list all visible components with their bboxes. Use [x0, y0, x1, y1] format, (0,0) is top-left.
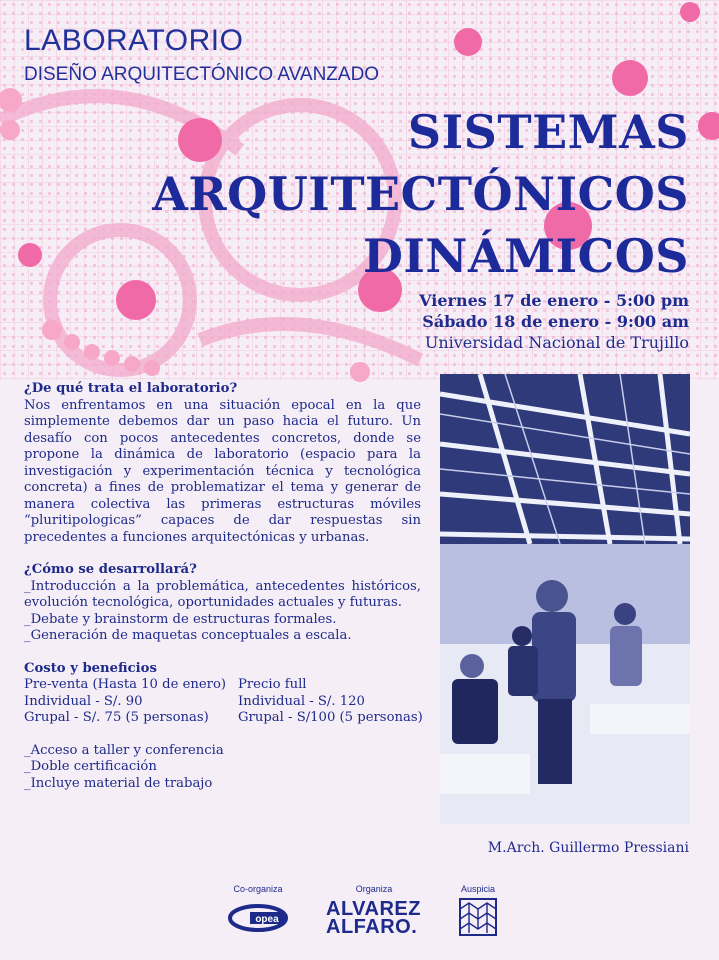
opea-logo-text: opea	[255, 914, 279, 925]
venue: Universidad Nacional de Trujillo	[424, 333, 689, 352]
method-item: _Debate y brainstorm de estructuras formales.	[24, 611, 337, 627]
presale-column	[24, 677, 238, 727]
alvarez-alfaro-logo-line2: ALFARO.	[326, 916, 418, 938]
lab-subtitle: DISEÑO ARQUITECTÓNICO AVANZADO	[24, 64, 380, 85]
full-price-column	[238, 677, 452, 727]
hexagon-grid-logo	[458, 897, 498, 937]
auspicia-block	[456, 884, 500, 937]
full-price-group: Grupal - S/100 (5 personas)	[238, 710, 423, 725]
price-table	[24, 677, 421, 727]
headline-line-3: DINÁMICOS	[363, 229, 689, 283]
auspicia-label: Auspicia	[460, 884, 496, 894]
coorganiza-block	[226, 884, 290, 936]
costs-heading: Costo y beneficios	[24, 660, 157, 676]
benefit-item: _Incluye material de trabajo	[24, 775, 213, 791]
benefit-item: _Acceso a taller y conferencia	[24, 742, 224, 758]
coorganiza-label: Co-organiza	[233, 884, 283, 894]
method-item: _Introducción a la problemática, antecedentes históricos, evolución tecnológica, oportunidades actuales y futuras.	[24, 578, 421, 610]
organiza-label: Organiza	[355, 884, 393, 894]
author-credit: M.Arch. Guillermo Pressiani	[487, 840, 689, 856]
about-heading: ¿De qué trata el laboratorio?	[24, 381, 238, 396]
presale-group: Grupal - S/. 75 (5 personas)	[24, 710, 209, 725]
about-body: Nos enfrentamos en una situación epocal en la que simplemente debemos dar un paso hacia el futuro. Un desafío con pocos antecedentes concretos, donde se propone la dinámica de laboratorio (espacio para la investigación y experimentación técnica y tecnológica concreta) a fines de problematizar el tema y generar de manera colectiva las primeras estructuras móviles “pluritipologicas” capaces de dar respuestas sin precedentes a funciones arquitectónicas y urbanas.	[24, 397, 421, 545]
organiza-block	[326, 884, 422, 936]
full-price-label: Precio full	[238, 677, 307, 692]
presale-label: Pre-venta (Hasta 10 de enero)	[24, 677, 227, 692]
workshop-photo	[440, 374, 690, 824]
date-saturday: Sábado 18 de enero - 9:00 am	[422, 312, 689, 331]
lab-title: LABORATORIO	[24, 24, 244, 57]
alvarez-alfaro-logo-line1: ALVAREZ	[326, 898, 421, 920]
description-column	[24, 381, 421, 792]
headline-line-2: ARQUITECTÓNICOS	[152, 167, 689, 221]
date-friday: Viernes 17 de enero - 5:00 pm	[419, 291, 689, 310]
method-heading: ¿Cómo se desarrollará?	[24, 562, 197, 577]
schedule	[419, 290, 689, 353]
headline-line-1: SISTEMAS	[407, 105, 689, 159]
full-price-individual: Individual - S/. 120	[238, 693, 365, 709]
method-item: _Generación de maquetas conceptuales a escala.	[24, 628, 352, 643]
presale-individual: Individual - S/. 90	[24, 693, 143, 709]
opea-logo	[226, 896, 290, 936]
benefit-item: _Doble certificación	[24, 759, 157, 774]
